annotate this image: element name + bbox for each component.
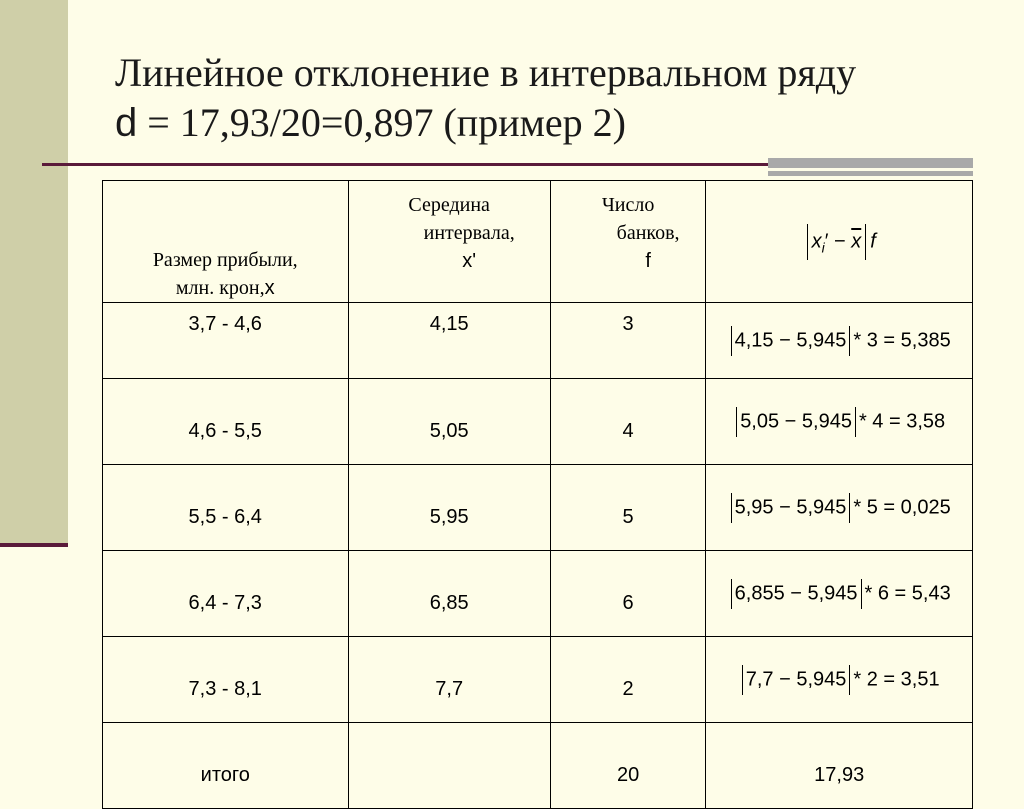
cell-count: 3 xyxy=(550,303,706,379)
cell-count: 5 xyxy=(550,465,706,551)
cell-mid: 7,7 xyxy=(348,637,550,723)
slide-title xyxy=(115,48,995,148)
cell-mid: 6,85 xyxy=(348,551,550,637)
cell-deviation: 5,95 − 5,945 * 5 = 0,025 xyxy=(706,465,973,551)
table-row xyxy=(103,379,973,465)
header-profit-size xyxy=(103,181,349,303)
cell-count: 2 xyxy=(550,637,706,723)
header-profit-size-line2: млн. крон,x xyxy=(175,277,275,299)
table-row xyxy=(103,303,973,379)
table-row xyxy=(103,637,973,723)
cell-range: 5,5 - 6,4 xyxy=(103,465,349,551)
cell-total-mid xyxy=(348,723,550,809)
cell-total-label: итого xyxy=(103,723,349,809)
cell-range: 4,6 - 5,5 xyxy=(103,379,349,465)
table-total-row xyxy=(103,723,973,809)
cell-mid: 5,05 xyxy=(348,379,550,465)
cell-deviation: 7,7 − 5,945 * 2 = 3,51 xyxy=(706,637,973,723)
cell-deviation: 5,05 − 5,945 * 4 = 3,58 xyxy=(706,379,973,465)
cell-mid: 4,15 xyxy=(348,303,550,379)
cell-total-value: 17,93 xyxy=(706,723,973,809)
table-row xyxy=(103,465,973,551)
cell-range: 6,4 - 7,3 xyxy=(103,551,349,637)
cell-range: 7,3 - 8,1 xyxy=(103,637,349,723)
header-interval-middle: Середина интервала, x' xyxy=(348,181,550,303)
title-d-symbol: d xyxy=(115,101,138,145)
cell-count: 6 xyxy=(550,551,706,637)
cell-total-count: 20 xyxy=(550,723,706,809)
cell-deviation: 4,15 − 5,945 * 3 = 5,385 xyxy=(706,303,973,379)
deviation-table xyxy=(102,180,973,809)
cell-count: 4 xyxy=(550,379,706,465)
cell-mid: 5,95 xyxy=(348,465,550,551)
decorative-sidebar xyxy=(0,0,68,544)
header-bank-count: Число банков, f xyxy=(550,181,706,303)
title-line-1: Линейное отклонение в интервальном ряду xyxy=(115,50,857,95)
cell-deviation: 6,855 − 5,945 * 6 = 5,43 xyxy=(706,551,973,637)
title-formula: = 17,93/20=0,897 (пример 2) xyxy=(137,100,626,145)
table-header-row xyxy=(103,181,973,303)
header-profit-size-line1: Размер прибыли, xyxy=(152,249,298,271)
title-divider-band-gap xyxy=(768,168,973,171)
cell-range: 3,7 - 4,6 xyxy=(103,303,349,379)
table-row xyxy=(103,551,973,637)
title-divider-band xyxy=(768,158,973,176)
header-abs-deviation-formula: $x_i' - \overline{x}$ f xyxy=(706,181,973,303)
title-line-2 xyxy=(115,98,995,148)
sidebar-underline xyxy=(0,543,68,547)
